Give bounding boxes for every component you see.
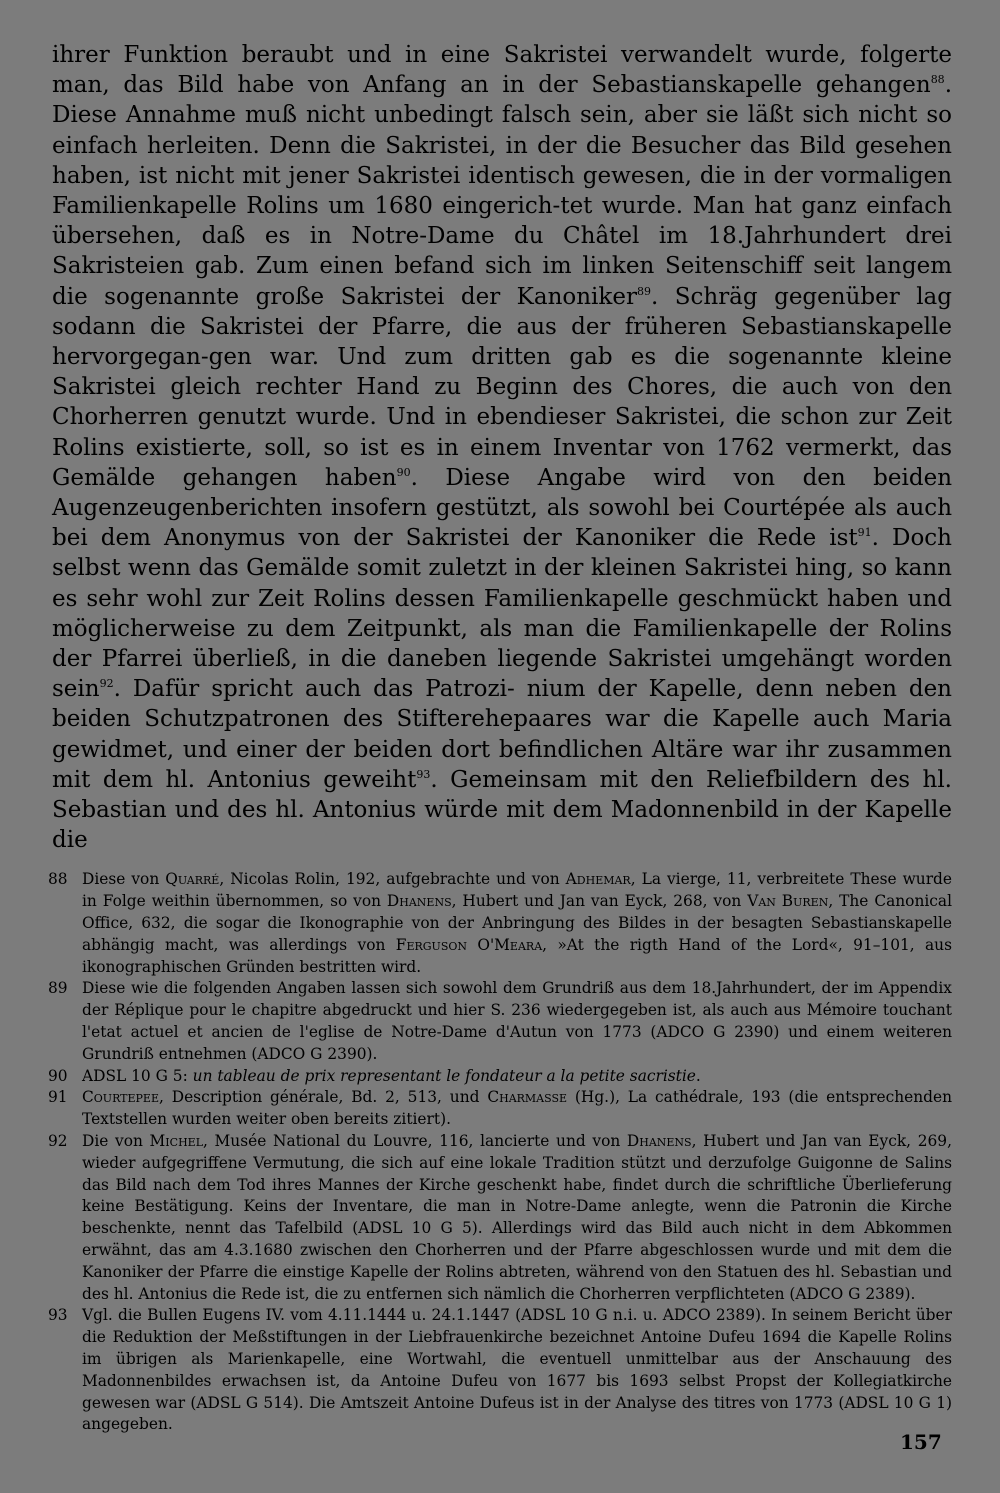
text-line: Bild habe von Anfang an in der Sebastianskapelle gehangen [177,72,931,99]
footnote-text: ADSL 10 G 5: [82,1066,193,1085]
text-line: nicht unbedingt falsch sein, aber sie läßt sich nicht so einfach herleiten. Denn die [52,102,952,159]
footnote-text: , Hubert und Jan van Eyck, 268, von [451,892,748,911]
footnote-number: 89 [48,979,68,998]
footnote-text: Diese von [82,870,166,889]
text-line: . Diese Angabe wird von [410,464,776,491]
footnote-ref-93[interactable]: 93 [416,767,431,781]
text-line: zu Beginn des Chores, die auch von den Chorherren genutzt wurde. Und in [52,374,953,431]
text-line: sodann die Sakristei der Pfarre, die aus der früheren Sebastianskapelle hervorgegan- [52,313,952,371]
text-line: . Diese Annahme muß [52,72,952,129]
text-line: nium der Kapelle, denn neben den beiden Schutzpatronen des Stifterehepaares war [52,676,952,733]
footnote-ref-91[interactable]: 91 [857,526,872,540]
footnote-text: Die von [82,1132,150,1151]
paragraph [52,40,952,855]
text-line: . Dafür spricht auch das Patrozi- [113,676,515,703]
author-name: Quarré [165,870,220,889]
text-line: identisch gewesen, die in der vormaligen Familienkapelle Rolins um 1680 eingerich- [52,162,953,220]
text-line: zur Zeit Rolins dessen Familienkapelle geschmückt haben und möglicherweise zu [52,585,953,642]
footnote-number: 91 [48,1088,68,1107]
text-line: die Kapelle auch Maria gewidmet, und einer der beiden dort befindlichen Altäre war [52,706,952,763]
footnote-ref-89[interactable]: 89 [636,284,651,298]
text-line: 18.Jahrhundert drei Sakristeien gab. Zum einen befand sich im linken Seitenschiff [52,223,953,280]
footnote-number: 92 [48,1132,68,1151]
footnote-text: , Musée National du Louvre, 116, lancierte und von [203,1132,627,1151]
footnote-92 [48,1131,952,1305]
text-line: Inventar von 1762 vermerkt, das Gemälde gehangen haben [52,434,952,491]
text-line: Sakristei, in der die Besucher das Bild gesehen haben, ist nicht mit jener Sakristei [52,132,952,189]
footnote-text: (Hg.), La cathédrale, 193 (die entsprechenden Textstellen wurden weiter oben bereits zitiert). [82,1088,953,1129]
text-line: auch bei dem Anonymus von der Sakristei der Kanoniker die Rede ist [52,495,953,552]
footnote-93 [48,1305,952,1436]
text-line: ihr zusammen mit dem hl. Antonius geweiht [52,736,952,793]
text-line: hl. Sebastian und des hl. Antonius würde mit dem Madonnenbild in der Kapelle die [52,766,952,854]
text-line: . Schräg gegenüber lag [650,283,952,310]
text-line: dem Zeitpunkt, als man die Familienkapelle der Rolins der Pfarrei überließ, in die [52,615,953,673]
footnote-90 [48,1066,952,1088]
text-line: wenn das Gemälde somit zuletzt in der kleinen Sakristei hing, so kann es sehr wohl [52,555,952,612]
page-number: 157 [900,1430,942,1454]
text-line: tet wurde. Man hat ganz einfach übersehen, daß es in Notre-Dame du Châtel im [52,193,953,250]
book-page [48,40,953,1436]
footnote-88 [48,869,953,978]
author-name: Adhemar [565,870,631,889]
text-line: ebendieser Sakristei, die schon zur Zeit Rolins existierte, soll, so ist es in einem [52,404,952,461]
footnote-91 [48,1087,953,1131]
text-line: daneben liegende Sakristei umgehängt worden sein [52,646,953,703]
footnote-text: , La vierge, 11, verbreitete These wurde in Folge weithin übernommen, so von [82,870,953,911]
author-name: Dhanens [386,892,452,911]
text-line: . Doch selbst [52,525,952,582]
text-line: seit langem die sogenannte große Sakristei der Kanoniker [52,253,953,310]
author-name: Dhanens [626,1132,692,1151]
author-name: Ferguson O'Meara [395,935,543,954]
footnote-text: . [695,1066,701,1085]
author-name: Courtepee [82,1088,159,1107]
author-name: Charmasse [487,1088,568,1107]
footnote-text: Diese wie die folgenden Angaben lassen sich sowohl dem Grundriß aus dem 18.Jahrhundert, der im Appendix der Réplique pour le chapitre abgedruckt und hier S. 236 wiedergegeben ist, als auch aus Mémoire touchant l'etat actuel et ancien de l'eglise de Notre-Dame d'Autun von 1773 (ADCO G 2390) und einem weiteren Grundriß entnehmen (ADCO G 2390). [82,979,952,1063]
text-line: den beiden Augenzeugenberichten insofern gestützt, als sowohl bei Courtépée als [52,464,953,522]
text-line: ihrer Funktion beraubt und in eine Sakristei verwandelt wurde, folgerte man, das [52,42,952,99]
footnote-number: 88 [48,870,68,889]
text-line: gen war. Und zum dritten gab es die sogenannte kleine Sakristei gleich rechter Hand [52,344,952,401]
footnote-text: , Nicolas Rolin, 192, aufgebrachte und von [219,870,566,889]
footnotes [48,869,953,1436]
author-name: Van Buren [747,892,829,911]
footnote-text: , Description générale, Bd. 2, 513, und [158,1088,488,1107]
footnote-ref-92[interactable]: 92 [99,677,114,691]
footnote-ref-88[interactable]: 88 [930,73,945,87]
footnote-89 [48,978,952,1065]
footnote-ref-90[interactable]: 90 [396,465,411,479]
footnote-number: 90 [48,1066,68,1085]
text-line: . Gemeinsam mit den Reliefbildern des [430,766,911,793]
footnote-text: , Hubert und Jan van Eyck, 269, wieder aufgegriffene Vermutung, die sich auf eine lokale Tradition stützt und derzufolge Guigonne de Salins das Bild nach dem Tod ihres Mannes der Kirche geschenkt habe, findet durch die schriftliche Überlieferung keine Bestätigung. Keins der Inventare, die man in Notre-Dame anlegte, wenn die Patronin die Kirche beschenkte, nennt das Tafelbild (ADSL 10 G 5). Allerdings wird das Bild auch nicht in dem Abkommen erwähnt, das am 4.3.1680 zwischen den Chorherren und der Pfarre abgeschlossen wurde und mit dem die Kanoniker der Pfarre die einstige Kapelle der Rolins abtreten, während von den Statuen des hl. Sebastian und des hl. Antonius die Rede ist, die zu entfernen sich nämlich die Chorherren verpflichteten (ADCO G 2389). [82,1132,952,1303]
footnote-text: , The Canonical Office, 632, die sogar die Ikonographie von der Anbringung des Bildes in der besagten Sebastianskapelle abhängig macht, was allerdings von [82,892,952,954]
quoted-source: un tableau de prix representant le fondateur a la petite sacristie [192,1066,696,1085]
footnote-text: , »At the rigth Hand of the Lord«, 91–101, aus ikonographischen Gründen bestritten wird. [82,935,952,976]
author-name: Michel [149,1132,203,1151]
footnote-text: Vgl. die Bullen Eugens IV. vom 4.11.1444 u. 24.1.1447 (ADSL 10 G n.i. u. ADCO 2389). In seinem Bericht über die Reduktion der Meßstiftungen in der Liebfrauenkirche bezeichnet Antoine Dufeu 1694 die Kapelle Rolins im übrigen als Marienkapelle, eine Wortwahl, die eventuell unmittelbar aus der Anschauung des Madonnenbildes erwachsen ist, da Antoine Dufeu von 1677 bis 1693 selbst Propst der Kollegiatkirche gewesen war (ADSL G 514). Die Amtszeit Antoine Dufeus ist in der Analyse des titres von 1773 (ADSL 10 G 1) angegeben. [82,1306,952,1434]
footnote-number: 93 [48,1306,68,1325]
main-text [52,40,952,855]
